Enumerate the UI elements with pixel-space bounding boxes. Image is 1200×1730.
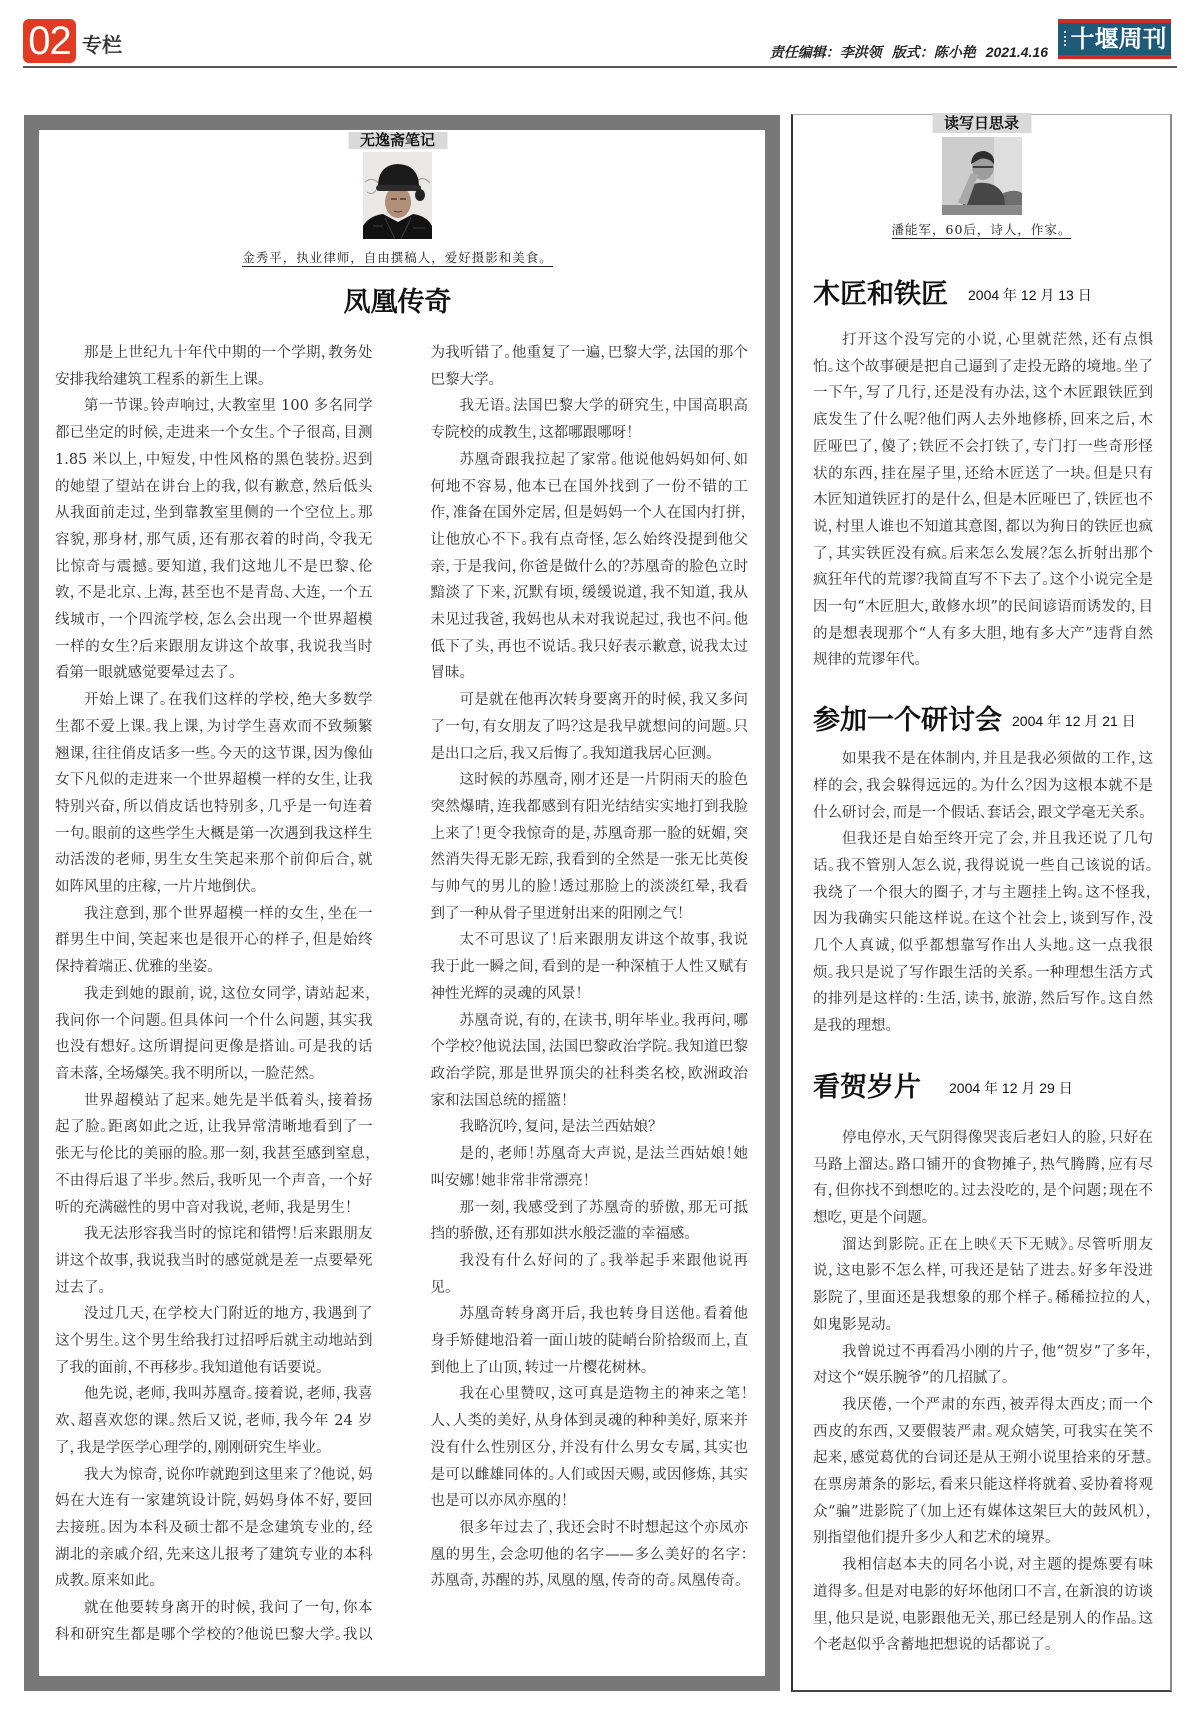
paragraph: 就在他要转身离开的时候，我问了一句，你本科和研究生都是哪个学校的？他说巴黎大学。我以为我听错了。他重复了一遍，巴黎大学，法国的那个巴黎大学。 — [55, 345, 748, 1643]
paragraph: 我注意到，那个世界超模一样的女生，坐在一群男生中间，笑起来也是很开心的样子，但是始终保持着端正、优雅的坐姿。 — [55, 905, 373, 976]
paragraph: 我走到她的跟前，说，这位女同学，请站起来，我问你一个问题。但具体问一个什么问题，其实我也没有想好。这所谓提问更像是搭讪。可是我的话音未落，全场爆笑。我不明所以，一脸茫然。 — [55, 985, 373, 1082]
paragraph: 开始上课了。在我们这样的学校，绝大多数学生都不爱上课。我上课，为讨学生喜欢而不致频繁翘课，往往俏皮话多一些。今天的这节课，因为像仙女下凡似的走进来一个世界超模一样的女生，让我特别兴奋，所以俏皮话也特别多，几乎是一句连着一句。眼前的这些学生大概是第一次遇到我这样生动活泼的老师，男生女生笑起来那个前仰后合，就如阵风里的庄稼，一片片地倒伏。 — [55, 692, 373, 896]
diary-column-frame — [791, 114, 1172, 1692]
paragraph: 很多年过去了，我还会时不时想起这个亦凤亦凰的男生，会念叨他的名字——多么美好的名字：苏凰奇，苏醒的苏，凤凰的凰，传奇的奇。凤凰传奇。 — [430, 1519, 748, 1590]
issue-date: 2021.4.16 — [985, 44, 1048, 60]
author-photo — [942, 137, 1022, 215]
paragraph: 我在心里赞叹，这可真是造物主的神来之笔！人、人类的美好，从身体到灵魂的种种美好，原来并没有什么性别区分，并没有什么男女专属，其实也是可以雌雄同体的。人们或因天赐，或因修炼，其实也是可以亦凤亦凰的！ — [430, 1386, 748, 1510]
author-bio — [39, 247, 756, 267]
diary-entry — [813, 275, 1153, 674]
paragraph: 但我还是自始至终开完了会，并且我还说了几句话。我不管别人怎么说，我得说说一些自己该说的话。我绕了一个很大的圈子，才与主题挂上钩。这不怪我，因为我确实只能这样说。在这个社会上，谈到写作，没几个人真诚，似乎都想靠写作出人头地。这一点我很烦。我只是说了写作跟生活的关系。一种理想生活方式的排列是这样的：生活，读书，旅游，然后写作。这自然是我的理想。 — [813, 831, 1153, 1035]
entry-title: 参加一个研讨会 — [813, 705, 1002, 737]
paragraph: 可是就在他再次转身要离开的时候，我又多问了一句，有女朋友了吗？这是我早就想问的问题。只是出口之后，我又后悔了。我知道我居心叵测。 — [430, 692, 748, 762]
entry-body — [813, 327, 1153, 674]
paragraph: 苏凰奇跟我拉起了家常。他说他妈妈如何、如何地不容易，他本已在国外找到了一份不错的工作，准备在国外定居，但是妈妈一个人在国内打拼，让他放心不下。我有点奇怪，怎么始终没提到他父亲，于是我问，你爸是做什么的？苏凰奇的脸色立时黯淡了下来，沉默有顷，缓缓说道，我不知道，我从未见过我爸，我妈也从未对我说起过，我也不问。他低下了头，再也不说话。我只好表示歉意，说我太过冒昧。 — [430, 451, 748, 682]
paragraph: 第一节课。铃声响过，大教室里 100 多名同学都已坐定的时候，走进来一个女生。个子很高，目测 1.85 米以上，中短发，中性风格的黑色装扮。迟到的她望了望站在讲台上的我，似有歉意，然后低头从我面前走过，坐到靠教室里侧的一个空位上。那容貌，那身材，那气质，还有那衣着的时尚，令我无比惊奇与震撼。要知道，我们这地儿不是巴黎、伦敦，不是北京、上海，甚至也不是青岛、大连，一个五线城市，一个四流学校，怎么会出现一个世界超模一样的女生？后来跟朋友讲这个故事，我说我当时看第一眼就感觉要晕过去了。 — [55, 398, 373, 682]
entry-heading — [813, 1068, 1153, 1111]
entry-heading — [813, 275, 1153, 318]
author-bio — [793, 219, 1170, 239]
editor-name: 李洪领 — [839, 44, 882, 60]
paragraph: 那一刻，我感受到了苏凰奇的骄傲，那无可抵挡的骄傲，还有那如洪水般泛滥的幸福感。 — [430, 1199, 748, 1243]
page-credits — [770, 42, 1048, 62]
paragraph: 停电停水，天气阴得像哭丧后老妇人的脸，只好在马路上溜达。路口铺开的食物摊子，热气腾腾，应有尽有，但你找不到想吃的。过去没吃的，是个问题；现在不想吃，更是个问题。 — [813, 1129, 1153, 1226]
paragraph: 我曾说过不再看冯小刚的片子，他“贺岁”了多年，对这个“娱乐腕爷”的几招腻了。 — [813, 1343, 1153, 1387]
paragraph: 我厌倦，一个严肃的东西，被弄得太西皮；而一个西皮的东西，又要假装严肃。观众嬉笑，可我实在笑不起来，感觉葛优的台词还是从王朔小说里拾来的牙慧。在票房萧条的影坛，看来只能这样将就着、妥协着将观众“骗”进影院了（加上还有媒体这架巨大的鼓风机），别指望他们提升多少人和艺术的境界。 — [813, 1396, 1153, 1547]
paragraph: 苏凰奇转身离开后，我也转身目送他。看着他身手矫健地沿着一面山坡的陡峭台阶拾级而上，直到他上了山顶，转过一片樱花树林。 — [430, 1306, 748, 1376]
paragraph: 我无法形容我当时的惊诧和错愕！后来跟朋友讲这个故事，我说我当时的感觉就是差一点要晕死过去了。 — [55, 1226, 373, 1296]
feature-article-frame — [24, 115, 780, 1691]
layout-editor-name: 陈小艳 — [933, 44, 976, 60]
article-header — [39, 130, 756, 330]
article-title: 凤凰传奇 — [343, 287, 452, 318]
diary-entry — [813, 701, 1153, 1040]
paragraph: 苏凰奇说，有的，在读书，明年毕业。我再问，哪个学校？他说法国，法国巴黎政治学院。我知道巴黎政治学院，那是世界顶尖的社科类名校，欧洲政治家和法国总统的摇篮！ — [430, 1012, 748, 1109]
paragraph: 世界超模站了起来。她先是半低着头，接着扬起了脸。距离如此之近，让我异常清晰地看到了一张无与伦比的美丽的脸。那一刻，我甚至感到窒息，不由得后退了半步。然后，我听见一个声音，一个好听的充满磁性的男中音对我说，老师，我是男生！ — [55, 1092, 373, 1216]
page-number-badge: 02 — [23, 19, 76, 63]
entry-date: 2004 年 12 月 13 日 — [968, 287, 1092, 303]
entry-date: 2004 年 12 月 21 日 — [1012, 713, 1136, 730]
layout-label: 版式： — [891, 44, 934, 60]
entry-body — [813, 746, 1153, 1040]
paragraph: 如果我不是在体制内，并且是我必须做的工作，这样的会，我会躲得远远的。为什么？因为这根本就不是什么研讨会，而是一个假话、套话会，跟文学毫无关系。 — [813, 751, 1153, 821]
editor-label: 责任编辑： — [769, 44, 840, 60]
header-divider — [23, 66, 1177, 68]
author-bio-text: 潘能军，60后，诗人，作家。 — [891, 222, 1072, 237]
entry-heading — [813, 701, 1153, 744]
paragraph: 是的，老师！苏凰奇大声说，是法兰西姑娘！她叫安娜！她非常非常漂亮！ — [430, 1146, 748, 1189]
paragraph: 溜达到影院。正在上映《天下无贼》。尽管听朋友说，这电影不怎么样，可我还是钻了进去。好多年没进影院了，里面还是我想象的那个样子。稀稀拉拉的人，如鬼影晃动。 — [813, 1236, 1153, 1333]
column-label: 读写日思录 — [932, 113, 1031, 133]
entry-title: 木匠和铁匠 — [813, 279, 948, 310]
diary-entries — [813, 275, 1153, 1659]
paragraph: 我没有什么好问的了。我举起手来跟他说再见。 — [430, 1252, 748, 1296]
paragraph: 我无语。法国巴黎大学的研究生，中国高职高专院校的成教生，这都哪跟哪呀！ — [430, 398, 748, 442]
paragraph: 打开这个没写完的小说，心里就茫然，还有点惧怕。这个故事硬是把自己逼到了走投无路的境地。坐了一下午，写了几行，还是没有办法，这个木匠跟铁匠到底发生了什么呢？他们两人去外地修桥，回来之后，木匠哑巴了，傻了；铁匠不会打铁了，专门打一些奇形怪状的东西，挂在屋子里，还给木匠送了一块。但是只有木匠知道铁匠打的是什么，但是木匠哑巴了，铁匠也不说，村里人谁也不知道其意图，都以为狗日的铁匠也疯了，其实铁匠没有疯。后来怎么发展？怎么折射出那个疯狂年代的荒谬？我简直写不下去了。这个小说完全是因一句“木匠胆大，敢修水坝”的民间谚语而诱发的，目的是想表现那个“人有多大胆，地有多大产”违背自然规律的荒谬年代。 — [813, 332, 1153, 669]
paragraph: 那是上世纪九十年代中期的一个学期，教务处安排我给建筑工程系的新生上课。 — [55, 345, 373, 388]
masthead-title: 十堰周刊 — [1070, 24, 1167, 53]
paragraph: 他先说，老师，我叫苏凰奇。接着说，老师，我喜欢、超喜欢您的课。然后又说，老师，我今年 24 岁了，我是学医学心理学的，刚刚研究生毕业。 — [55, 1386, 373, 1456]
author-photo — [363, 152, 432, 239]
paragraph: 我相信赵本夫的同名小说，对主题的提炼要有味道得多。但是对电影的好坏他闭口不言，在新浪的访谈里，他只是说，电影跟他无关，那已经是别人的作品。这个老赵似乎含蓄地把想说的话都说了。 — [813, 1557, 1153, 1654]
diary-entry — [813, 1068, 1153, 1659]
article-body — [55, 340, 748, 1648]
entry-date: 2004 年 12 月 29 日 — [949, 1079, 1073, 1096]
masthead-logo — [1058, 19, 1171, 59]
paragraph: 我略沉吟，复问，是法兰西姑娘？ — [459, 1119, 656, 1136]
entry-body — [813, 1125, 1153, 1659]
paragraph: 没过几天，在学校大门附近的地方，我遇到了这个男生。这个男生给我打过招呼后就主动地站到了我的面前，不再移步。我知道他有话要说。 — [55, 1306, 373, 1376]
paragraph: 这时候的苏凰奇，刚才还是一片阴雨天的脸色突然爆晴，连我都感到有阳光结结实实地打到我脸上来了！更令我惊奇的是，苏凰奇那一脸的妩媚，突然消失得无影无踪，我看到的全然是一张无比英俊与帅气的男儿的脸！透过那脸上的淡淡红晕，我看到了一种从骨子里迸射出来的阳刚之气！ — [430, 772, 748, 922]
paragraph: 太不可思议了！后来跟朋友讲这个故事，我说我于此一瞬之间，看到的是一种深植于人性又赋有神性光辉的灵魂的风景！ — [430, 932, 748, 1002]
section-name: 专栏 — [82, 33, 122, 57]
column-label: 无逸斋笔记 — [348, 132, 447, 149]
author-bio-text: 金秀平，执业律师，自由撰稿人，爱好摄影和美食。 — [242, 250, 553, 265]
paragraph: 我大为惊奇，说你咋就跑到这里来了？他说，妈妈在大连有一家建筑设计院，妈妈身体不好，要回去接班。因为本科及硕士都不是念建筑专业的，经湖北的亲戚介绍，先来这儿报考了建筑专业的本科成教。原来如此。 — [55, 1466, 373, 1590]
masthead-ornament-icon — [1064, 31, 1068, 46]
entry-title: 看贺岁片 — [813, 1071, 921, 1103]
